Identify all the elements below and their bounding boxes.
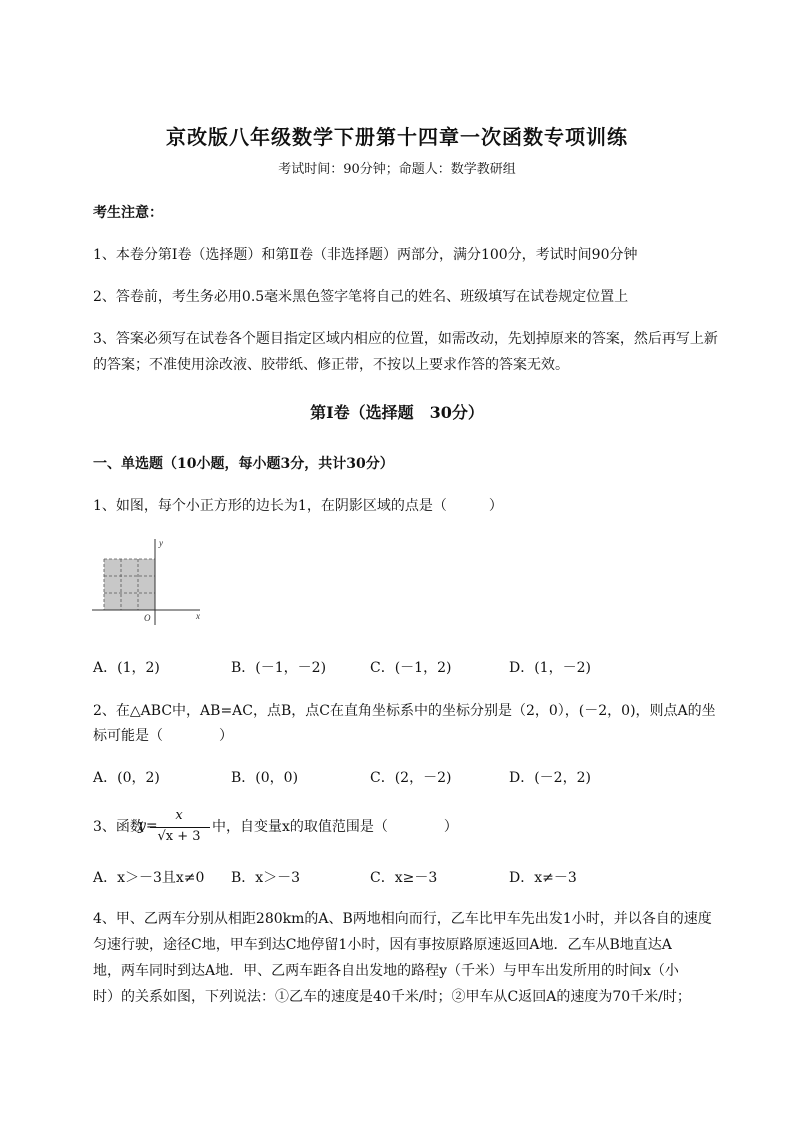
option-c: C．(－1，2): [370, 660, 452, 676]
page-title: 京改版八年级数学下册第十四章一次函数专项训练: [166, 125, 628, 149]
question-stem: 1、如图，每个小正方形的边长为1，在阴影区域的点是（ ）: [93, 498, 503, 514]
notice-item: 2、答卷前，考生务必用0.5毫米黑色签字笔将自己的姓名、班级填写在试卷规定位置上: [93, 289, 629, 305]
option-b: B．x＞－3: [231, 870, 301, 886]
question-stem: 匀速行驶，途径C地，甲车到达C地停留1小时，因有事按原路原速返回A地．乙车从B地直达A: [93, 937, 672, 953]
fraction-denominator: √x + 3: [157, 829, 201, 844]
option-b: B．(－1，－2): [231, 660, 327, 676]
question-stem: 地，两车同时到达A地．甲、乙两车距各自出发地的路程y（千米）与甲车出发所用的时间x（小: [93, 963, 679, 979]
function-lhs: y=: [138, 818, 158, 834]
question-stem: 4、甲、乙两车分别从相距280km的A、B两地相向而行，乙车比甲车先出发1小时，并以各自的速度: [93, 911, 712, 927]
notice-heading: 考生注意：: [93, 205, 163, 221]
question-stem: 标可能是（ ）: [93, 728, 233, 744]
fraction-numerator: x: [175, 808, 183, 823]
coordinate-grid-figure: [88, 535, 218, 627]
question-stem: 时）的关系如图，下列说法：①乙车的速度是40千米/时；②甲车从C返回A的速度为70千米/时；: [93, 989, 691, 1005]
option-a: A．x＞－3且x≠0: [93, 870, 205, 886]
option-c: C．x≥－3: [370, 870, 438, 886]
option-a: A．(1，2): [93, 660, 160, 676]
exam-info: 考试时间：90分钟；命题人：数学教研组: [278, 162, 516, 177]
option-d: D．(－2，2): [509, 770, 591, 786]
origin-label: O: [144, 613, 151, 623]
notice-item: 1、本卷分第I卷（选择题）和第Ⅱ卷（非选择题）两部分，满分100分，考试时间90分钟: [93, 247, 638, 263]
axis-label-y: y: [159, 538, 163, 548]
option-d: D．(1，－2): [509, 660, 591, 676]
question-stem-suffix: 中，自变量x的取值范围是（ ）: [212, 819, 458, 835]
notice-item: 3、答案必须写在试卷各个题目指定区域内相应的位置，如需改动，先划掉原来的答案，然后再写上新: [93, 331, 718, 347]
question-stem: 2、在△ABC中，AB=AC，点B，点C在直角坐标系中的坐标分别是（2，0），(－2，0)，则点A的坐: [93, 703, 716, 719]
axis-label-x: x: [196, 611, 200, 621]
fraction-expression: [148, 808, 210, 844]
section-heading: 一、单选题（10小题，每小题3分，共计30分）: [93, 456, 394, 472]
option-b: B．(0，0): [231, 770, 299, 786]
option-a: A．(0，2): [93, 770, 160, 786]
notice-item: 的答案；不准使用涂改液、胶带纸、修正带，不按以上要求作答的答案无效。: [93, 357, 569, 373]
option-d: D．x≠－3: [509, 870, 577, 886]
question-stem-prefix: 3、函数: [93, 819, 144, 835]
part-title: 第I卷（选择题 30分）: [310, 403, 484, 422]
option-c: C．(2，－2): [370, 770, 452, 786]
fraction-bar: [150, 827, 210, 828]
